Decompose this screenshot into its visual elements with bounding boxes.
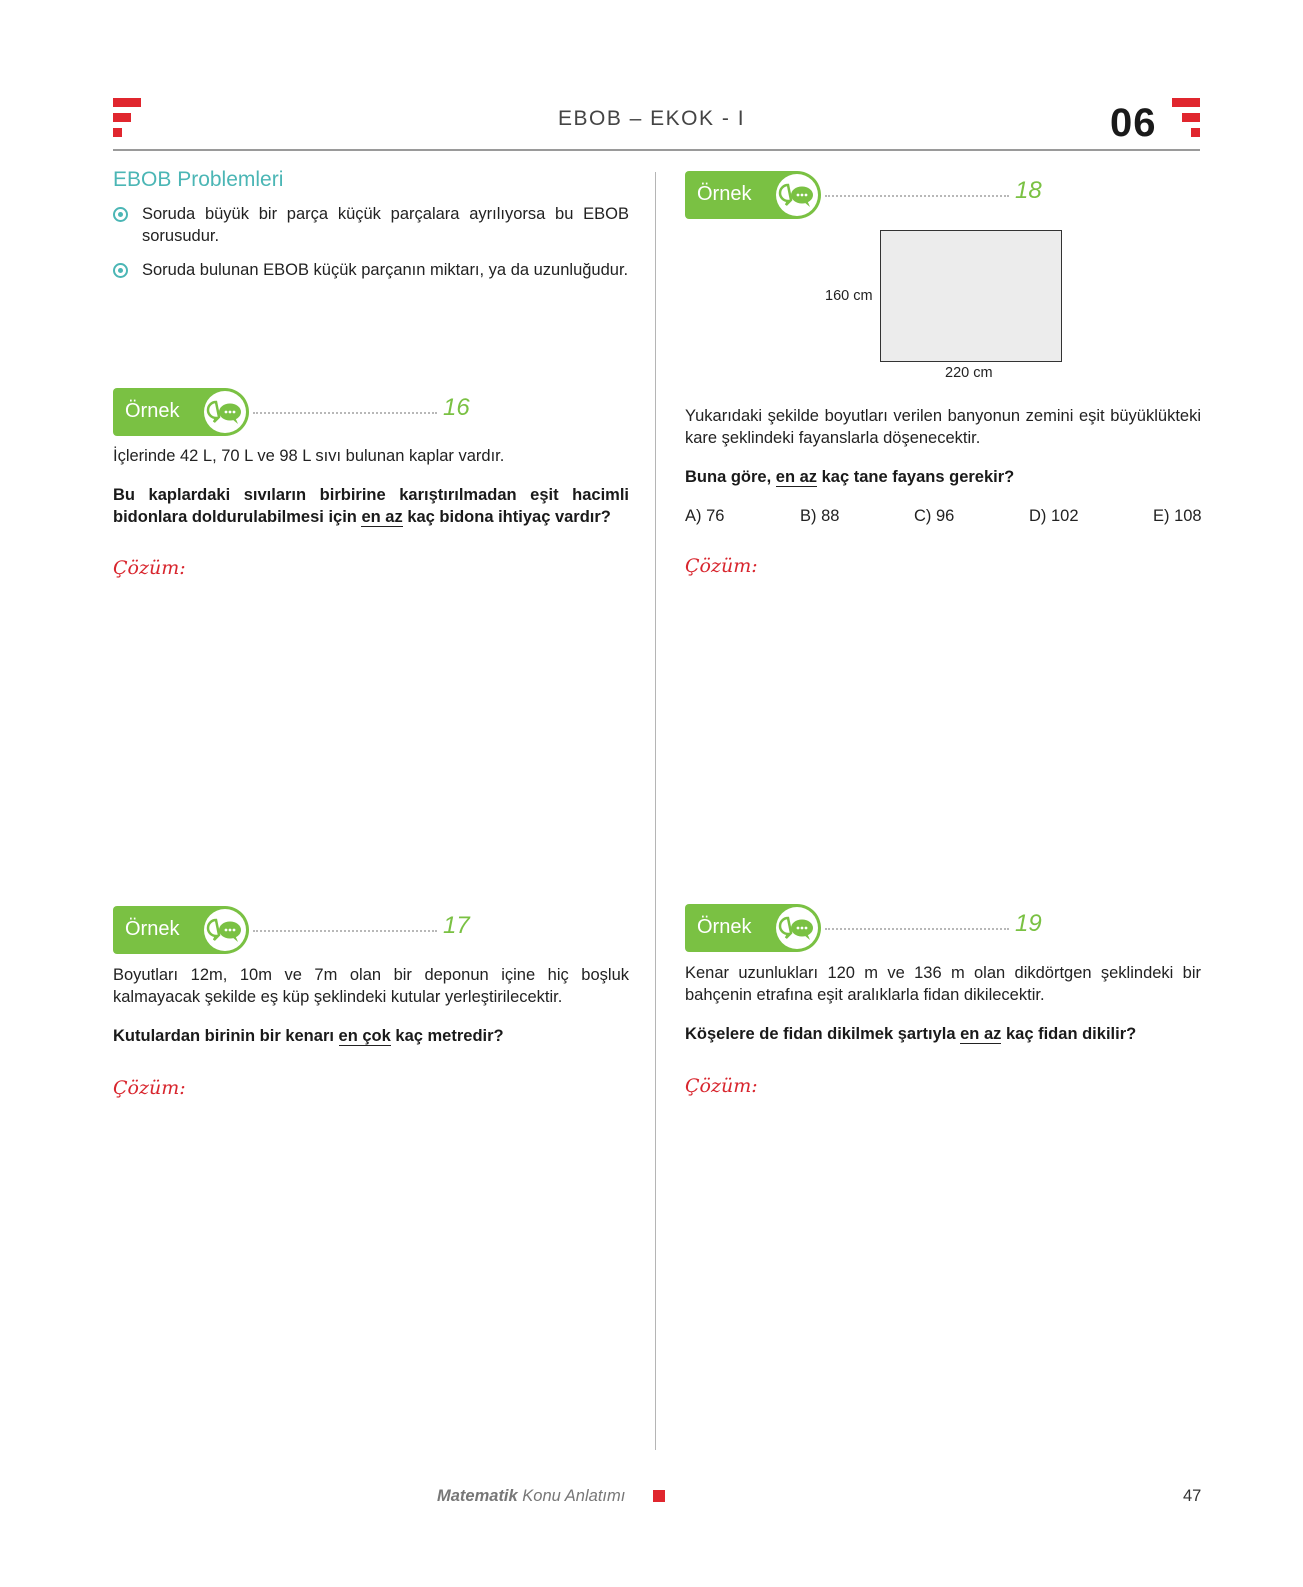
example-label: Örnek xyxy=(125,400,180,422)
dotted-leader xyxy=(253,930,437,932)
example-16-text: İçlerinde 42 L, 70 L ve 98 L sıvı bulunan kaplar vardır. xyxy=(113,447,505,465)
target-bullet-icon xyxy=(113,207,128,222)
example-badge-17 xyxy=(113,906,651,954)
example-19-text: Kenar uzunlukları 120 m ve 136 m olan dikdörtgen şeklindeki bir bahçenin etrafına eşit aralıklarla fidan dikilecektir. xyxy=(685,964,1201,1004)
footer-marker xyxy=(653,1490,665,1502)
example-number: 16 xyxy=(443,394,470,421)
width-dimension-label: 220 cm xyxy=(945,365,993,381)
solution-label: Çözüm: xyxy=(113,1077,186,1099)
example-badge-18 xyxy=(685,171,1223,219)
height-dimension-label: 160 cm xyxy=(825,288,873,304)
example-number: 19 xyxy=(1015,910,1042,937)
bathroom-floor-rectangle xyxy=(880,230,1062,362)
dotted-leader xyxy=(825,928,1009,930)
footer-book-title: Matematik Konu Anlatımı xyxy=(437,1487,626,1505)
brand-logo-right xyxy=(1172,98,1200,138)
column-divider xyxy=(655,172,656,1450)
speech-bubbles-icon xyxy=(776,174,818,216)
speech-bubbles-icon xyxy=(204,909,246,951)
solution-label: Çözüm: xyxy=(685,555,758,577)
answer-option-c: C) 96 xyxy=(914,507,955,525)
emphasis-underline: en az xyxy=(960,1025,1002,1043)
example-17-text: Boyutları 12m, 10m ve 7m olan bir deponun içine hiç boşluk kalmayacak şekilde eş küp şeklindeki kutular yerleştirilecektir. xyxy=(113,966,629,1006)
page-number: 47 xyxy=(1183,1487,1202,1505)
example-18-text: Yukarıdaki şekilde boyutları verilen banyonun zemini eşit büyüklükteki kare şeklindeki fayanslarla döşenecektir. xyxy=(685,407,1201,447)
speech-bubbles-icon xyxy=(776,907,818,949)
dotted-leader xyxy=(825,195,1009,197)
example-17-question: Kutulardan birinin bir kenarı en çok kaç metredir? xyxy=(113,1027,504,1045)
dotted-leader xyxy=(253,412,437,414)
example-number: 17 xyxy=(443,912,470,939)
example-label: Örnek xyxy=(697,916,752,938)
example-number: 18 xyxy=(1015,177,1042,204)
intro-bullet: Soruda büyük bir parça küçük parçalara ayrılıyorsa bu EBOB sorusudur. xyxy=(113,203,629,247)
intro-bullet: Soruda bulunan EBOB küçük parçanın miktarı, ya da uzunluğudur. xyxy=(113,259,629,281)
example-19-question: Köşelere de fidan dikilmek şartıyla en az kaç fidan dikilir? xyxy=(685,1025,1137,1043)
example-label: Örnek xyxy=(697,183,752,205)
chapter-title: EBOB – EKOK - I xyxy=(557,107,746,130)
emphasis-underline: en çok xyxy=(338,1027,391,1045)
target-bullet-icon xyxy=(113,263,128,278)
example-label: Örnek xyxy=(125,918,180,940)
emphasis-underline: en az xyxy=(361,508,403,526)
answer-option-b: B) 88 xyxy=(800,507,840,525)
example-16-question: Bu kaplardaki sıvıların birbirine karıştırılmadan eşit hacimli bidonlara doldurulabilmesi için en az kaç bidona ihtiyaç vardır? xyxy=(113,486,629,526)
header-divider xyxy=(113,149,1200,151)
example-18-question: Buna göre, en az kaç tane fayans gerekir? xyxy=(685,468,1015,486)
solution-label: Çözüm: xyxy=(113,557,186,579)
chapter-number: 06 xyxy=(1110,101,1157,145)
answer-option-e: E) 108 xyxy=(1153,507,1202,525)
speech-bubbles-icon xyxy=(204,391,246,433)
answer-option-a: A) 76 xyxy=(685,507,725,525)
answer-option-d: D) 102 xyxy=(1029,507,1079,525)
example-badge-19 xyxy=(685,904,1223,952)
example-badge-16 xyxy=(113,388,651,436)
emphasis-underline: en az xyxy=(775,468,818,486)
solution-label: Çözüm: xyxy=(685,1075,758,1097)
section-title: EBOB Problemleri xyxy=(113,168,284,191)
